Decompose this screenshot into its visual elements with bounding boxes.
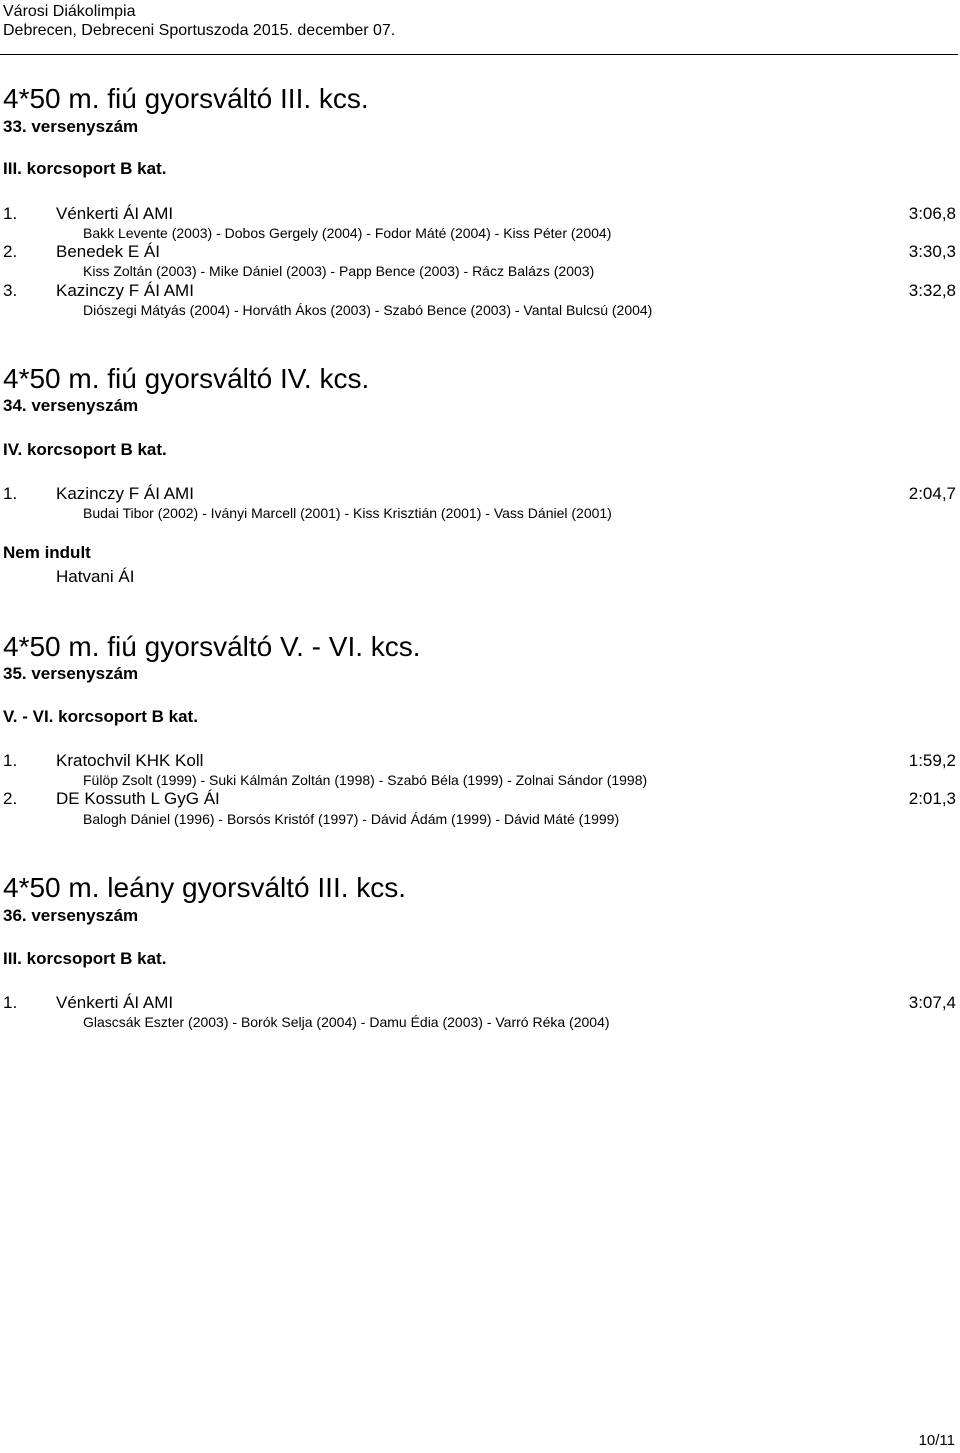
result-rank: 1.: [3, 751, 18, 770]
header-divider: [0, 54, 958, 55]
result-time: 3:06,8: [908, 204, 956, 223]
event-title: 4*50 m. fiú gyorsváltó III. kcs.: [3, 83, 369, 114]
category-label: III. korcsoport B kat.: [3, 949, 167, 968]
not-started-label: Nem indult: [3, 543, 91, 562]
event-title: 4*50 m. leány gyorsváltó III. kcs.: [3, 872, 407, 903]
header-title: Városi Diákolimpia: [3, 3, 136, 20]
category-label: V. - VI. korcsoport B kat.: [3, 707, 198, 726]
not-started-team: Hatvani ÁI: [56, 567, 135, 586]
result-members: Glascsák Eszter (2003) - Borók Selja (2004) - Damu Édia (2003) - Varró Réka (2004): [83, 1014, 610, 1030]
result-members: Budai Tibor (2002) - Iványi Marcell (2001) - Kiss Krisztián (2001) - Vass Dániel (2001): [83, 505, 612, 521]
result-rank: 1.: [3, 484, 18, 503]
result-team: DE Kossuth L GyG ÁI: [56, 789, 220, 808]
result-team: Vénkerti ÁI AMI: [56, 204, 174, 223]
result-time: 2:04,7: [908, 484, 956, 503]
result-team: Vénkerti ÁI AMI: [56, 993, 174, 1012]
result-rank: 1.: [3, 993, 18, 1012]
document-header: [3, 2, 395, 40]
result-team: Benedek E ÁI: [56, 242, 160, 261]
result-team: Kazinczy F ÁI AMI: [56, 484, 194, 503]
category-label: III. korcsoport B kat.: [3, 159, 167, 178]
category-label: IV. korcsoport B kat.: [3, 440, 167, 459]
page-number: 10/11: [918, 1432, 955, 1449]
result-time: 3:32,8: [908, 281, 956, 300]
event-number: 33. versenyszám: [3, 117, 139, 136]
result-time: 3:07,4: [908, 993, 956, 1012]
event-title: 4*50 m. fiú gyorsváltó V. - VI. kcs.: [3, 631, 421, 662]
result-rank: 2.: [3, 242, 18, 261]
event-number: 36. versenyszám: [3, 906, 139, 925]
result-members: Fülöp Zsolt (1999) - Suki Kálmán Zoltán (1998) - Szabó Béla (1999) - Zolnai Sándor (1998): [83, 772, 648, 788]
event-title: 4*50 m. fiú gyorsváltó IV. kcs.: [3, 363, 370, 394]
result-rank: 1.: [3, 204, 18, 223]
result-time: 3:30,3: [908, 242, 956, 261]
result-members: Diószegi Mátyás (2004) - Horváth Ákos (2003) - Szabó Bence (2003) - Vantal Bulcsú (2004): [83, 302, 653, 318]
result-rank: 2.: [3, 789, 18, 808]
header-venue-date: Debrecen, Debreceni Sportuszoda 2015. december 07.: [3, 22, 396, 39]
result-members: Bakk Levente (2003) - Dobos Gergely (2004) - Fodor Máté (2004) - Kiss Péter (2004): [83, 225, 612, 241]
result-team: Kazinczy F ÁI AMI: [56, 281, 194, 300]
result-time: 2:01,3: [908, 789, 956, 808]
result-rank: 3.: [3, 281, 18, 300]
event-number: 35. versenyszám: [3, 664, 139, 683]
result-team: Kratochvil KHK Koll: [56, 751, 204, 770]
result-members: Kiss Zoltán (2003) - Mike Dániel (2003) - Papp Bence (2003) - Rácz Balázs (2003): [83, 263, 595, 279]
event-number: 34. versenyszám: [3, 396, 139, 415]
result-members: Balogh Dániel (1996) - Borsós Kristóf (1997) - Dávid Ádám (1999) - Dávid Máté (1999): [83, 811, 620, 827]
result-time: 1:59,2: [908, 751, 956, 770]
